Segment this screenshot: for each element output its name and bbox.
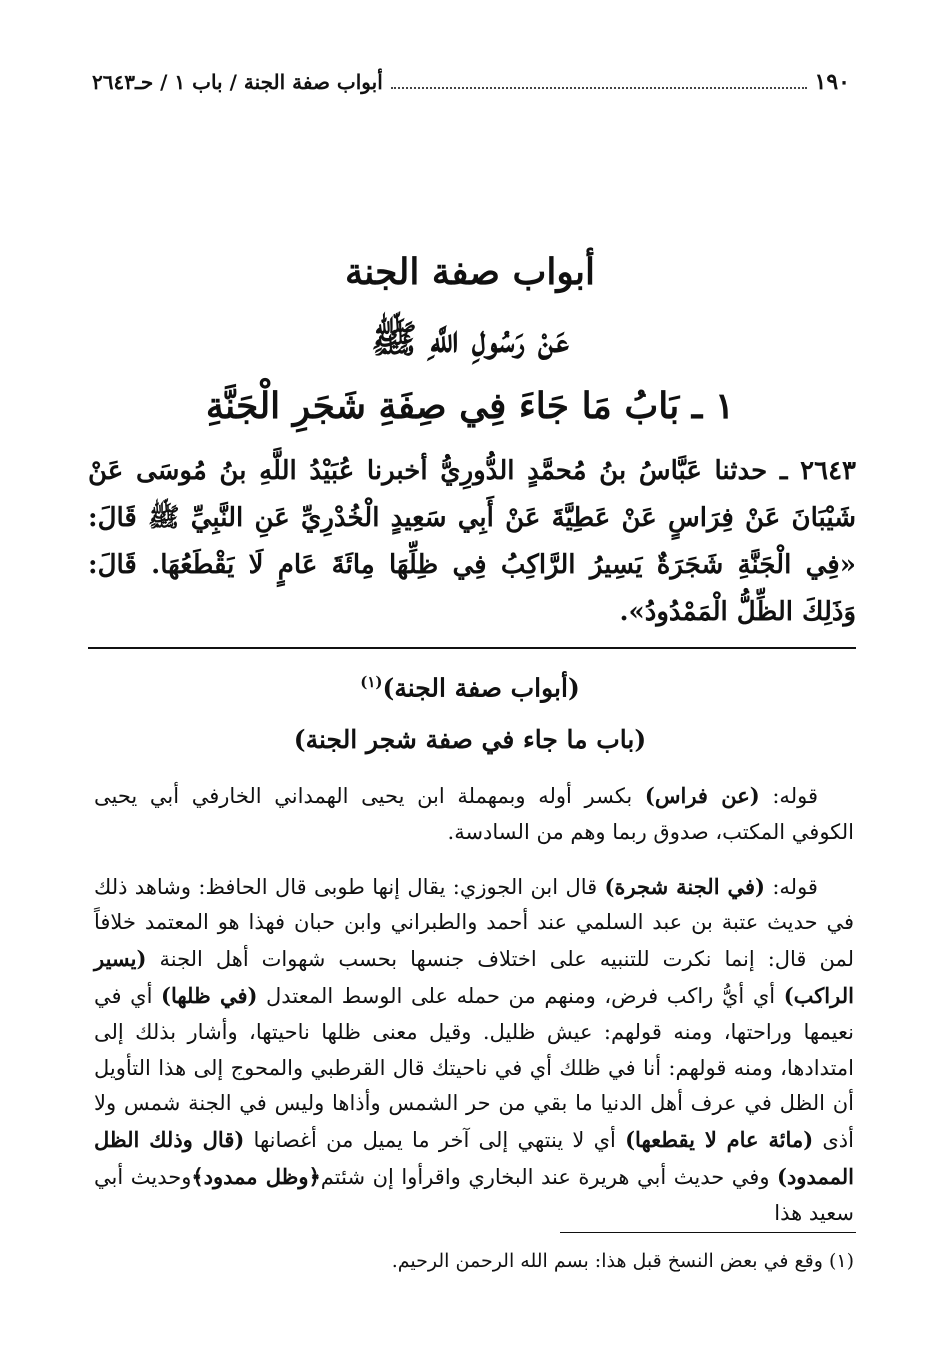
commentary-paragraph-2 — [94, 869, 854, 1232]
commentary-lemma: (في ظلها) — [161, 982, 258, 1008]
commentary-text: أي في نعيمها وراحتها، ومنه قولهم: عيش ظليل. وقيل معنى ظلها ناحيتها، وأشار بذلك إلى امتدادها، ومنه قولهم: أنا في ظلك أي في ناحيتك قال القرطبي والمحوج إلى هذا التأويل أن الظل في عرف أهل الدنيا ما بقي من حر الشمس وأذاها وليس في الجنة شمس ولا أذى — [94, 983, 854, 1153]
commentary-intro: قوله: — [772, 874, 818, 899]
page-number: ١٩٠ — [814, 69, 850, 95]
section-subtitle: عَنْ رَسُولِ اللَّهِ ﷺ — [371, 316, 569, 361]
commentary-lemma: (يسير الراكب) — [94, 946, 854, 1008]
commentary-lemma: (عن فراس) — [644, 783, 760, 808]
commentary-lemma: (في الجنة شجرة) — [604, 873, 765, 899]
commentary-quran-quote: ﴿وظل ممدود﴾ — [191, 1163, 321, 1189]
commentary — [94, 778, 854, 1250]
commentary-chapter-title: (باب ما جاء في صفة شجر الجنة) — [293, 725, 647, 755]
commentary-section-label: (أبواب صفة الجنة) — [382, 673, 580, 703]
footnote: (١) وقع في بعض النسخ قبل هذا: بسم الله الرحمن الرحيم. — [391, 1250, 854, 1272]
section-title: أبواب صفة الجنة — [344, 251, 596, 293]
chapter-title: ١ ـ بَابُ مَا جَاءَ فِي صِفَةِ شَجَرِ الْجَنَّةِ — [205, 385, 735, 427]
page-header — [92, 62, 850, 102]
commentary-titles — [0, 660, 940, 770]
main-titles — [0, 240, 940, 438]
commentary-text: وحديث أبي سعيد هذا — [94, 1164, 854, 1225]
commentary-text: قال ابن الجوزي: يقال إنها طوبى قال الحافظ: وشاهد ذلك في حديث عتبة بن عبد السلمي عند أحمد والطبراني وابن حبان فهذا هو المعتمد خلافاً لمن قال: إنما نكرت للتنبيه على اختلاف جنسها بحسب شهوات أهل الجنة — [94, 874, 854, 972]
footnote-ref: (١) — [360, 673, 383, 691]
hadith-text: ٢٦٤٣ ـ حدثنا عَبَّاسُ بنُ مُحمَّدٍ الدُّورِيُّ أخبرنا عُبَيْدُ اللَّهِ بنُ مُوسَى عَنْ شَيْبَانَ عَنْ فِرَاسٍ عَنْ عَطِيَّةَ عَنْ أَبِي سَعِيدٍ الْخُدْرِيِّ عَنِ النَّبِيِّ ﷺ قَالَ: «فِي الْجَنَّةِ شَجَرَةٌ يَسِيرُ الرَّاكِبُ فِي ظِلِّهَا مِائَةَ عَامٍ لَا يَقْطَعُهَا. قَالَ: وَذَلِكَ الظِّلُّ الْمَمْدُودُ». — [88, 456, 856, 627]
running-title: أبواب صفة الجنة / باب ١ / حـ٢٦٤٣ — [92, 70, 383, 94]
commentary-lemma: (مائة عام لا يقطعها) — [625, 1127, 814, 1153]
commentary-text: أي أيُّ راكب فرض، ومنهم من حمله على الوسط المعتدل — [266, 983, 776, 1008]
commentary-text: وفي حديث أبي هريرة عند البخاري واقرأوا إن شئتم — [320, 1164, 770, 1189]
commentary-paragraph-1 — [94, 778, 854, 851]
commentary-intro: قوله: — [772, 784, 818, 808]
commentary-text: أي لا ينتهي إلى آخر ما يميل من أغصانها — [253, 1128, 616, 1153]
text-commentary-divider — [88, 647, 856, 649]
commentary-lemma: (قال وذلك الظل الممدود) — [94, 1127, 854, 1189]
commentary-section-title — [0, 660, 940, 710]
commentary-text: بكسر أوله وبمهملة ابن يحيى الهمداني الخارفي أبي يحيى الكوفي المكتب، صدوق ربما وهم من السادسة. — [94, 784, 854, 844]
footnote-divider — [560, 1232, 856, 1233]
header-dots — [391, 75, 807, 89]
